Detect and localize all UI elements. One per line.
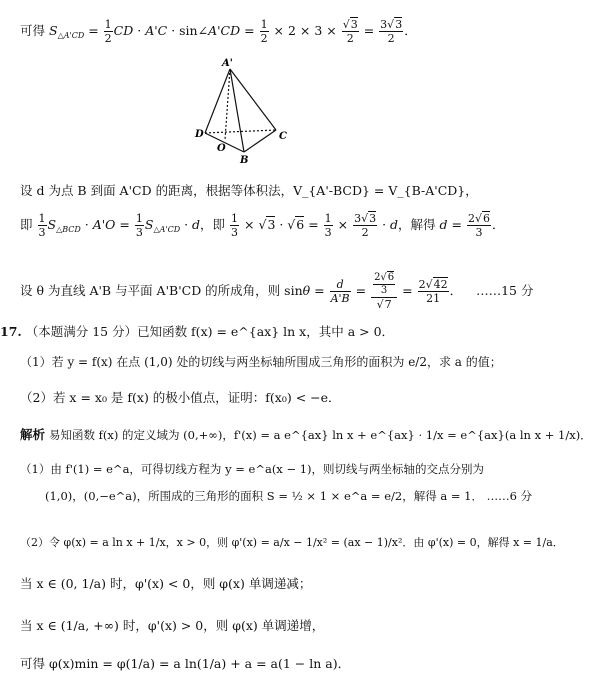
- formula-area: [20, 18, 417, 45]
- solution-min: 可得 φ(x)min = φ(1/a) = a ln(1/a) + a = a(1 − ln a)．: [20, 656, 351, 671]
- solution-p1a: （1）由 f'(1) = e^a，可得切线方程为 y = e^a(x − 1)，则切线与两坐标轴的交点分别为: [20, 462, 485, 476]
- solution-p1b: (1,0)，(0,−e^a)，所围成的三角形的面积 S = ½ × 1 × e^a = e/2，解得 a = 1．: [45, 489, 483, 503]
- line3-b: ，即: [200, 217, 226, 233]
- score-6: ……6 分: [486, 489, 533, 503]
- label-o: O: [217, 143, 226, 154]
- label-apex: A': [222, 58, 233, 69]
- label-c: C: [279, 131, 287, 142]
- line1-prefix: 可得: [20, 23, 46, 39]
- solution-inc: 当 x ∈ (1/a, +∞) 时，φ'(x) > 0，则 φ(x) 单调递增，: [20, 618, 325, 633]
- q17-part1: （1）若 y = f(x) 在点 (1,0) 处的切线与两坐标轴所围成三角形的面积为 e/2，求 a 的值；: [20, 355, 502, 369]
- solution-intro: 易知函数 f(x) 的定义域为 (0,+∞)，f'(x) = a e^{ax} ln x + e^{ax} · 1/x = e^{ax}(a ln x + 1/x)．: [49, 428, 592, 442]
- solution-intro-line: [20, 427, 592, 443]
- solution-label: 解析: [20, 427, 46, 442]
- solution-p2: （2）令 φ(x) = a ln x + 1/x，x > 0，则 φ'(x) = a/x − 1/x² = (ax − 1)/x²．由 φ'(x) = 0，解得 x = 1/a．: [20, 536, 564, 549]
- q17-number: 17.: [0, 324, 22, 339]
- line2: 设 d 为点 B 到面 A'CD 的距离，根据等体积法，V_{A'-BCD} = V_{B-A'CD}，: [20, 183, 478, 198]
- q17-text: （本题满分 15 分）已知函数 f(x) = e^{ax} ln x，其中 a > 0．: [25, 324, 395, 339]
- line3-a: 即: [20, 217, 33, 233]
- label-b: B: [240, 155, 249, 166]
- solution-p1b-line: [45, 490, 532, 504]
- q17-line: [0, 324, 394, 339]
- score-15: ……15 分: [476, 283, 534, 299]
- label-d: D: [195, 129, 204, 140]
- line3: 即 $\frac{1}{3}$ $S_{\triangle BCD} \cdot A'O$ = $\frac{1}{3}$ $S_{\triangle A'CD} \cdot d$，即 $\frac{1}{3}$ × √3 · √6 = $\frac{1}{3}$ × $\frac{3√3}{2}$ · d，解得 d = $\frac{2√6}{3}$ ．: [20, 212, 505, 240]
- line4-a: 设 θ 为直线 A'B 与平面 A'B'CD 的所成角，则: [20, 283, 281, 299]
- line1-formula-display: $S_{\triangle A'CD}$ = $\frac{1}{2}$ CD · A'C · sin∠A'CD = $\frac{1}{2}$ × 2 × 3 × $\frac{√3}{2}$ = $\frac{3√3}{2}$ ．: [49, 18, 417, 46]
- q17-part2: （2）若 x = x₀ 是 f(x) 的极小值点，证明：f(x₀) < −e．: [20, 390, 341, 405]
- line3-c: ，解得: [398, 217, 436, 233]
- line4: 设 θ 为直线 A'B 与平面 A'B'CD 的所成角，则 sinθ = $\frac{d}{A'B}$ = $\frac{\frac{2√6}{3}}{√7}$ = $\frac{2√42}{21}$ ． ……15 分: [20, 272, 534, 311]
- solution-dec: 当 x ∈ (0, 1/a) 时，φ'(x) < 0，则 φ(x) 单调递减；: [20, 576, 312, 591]
